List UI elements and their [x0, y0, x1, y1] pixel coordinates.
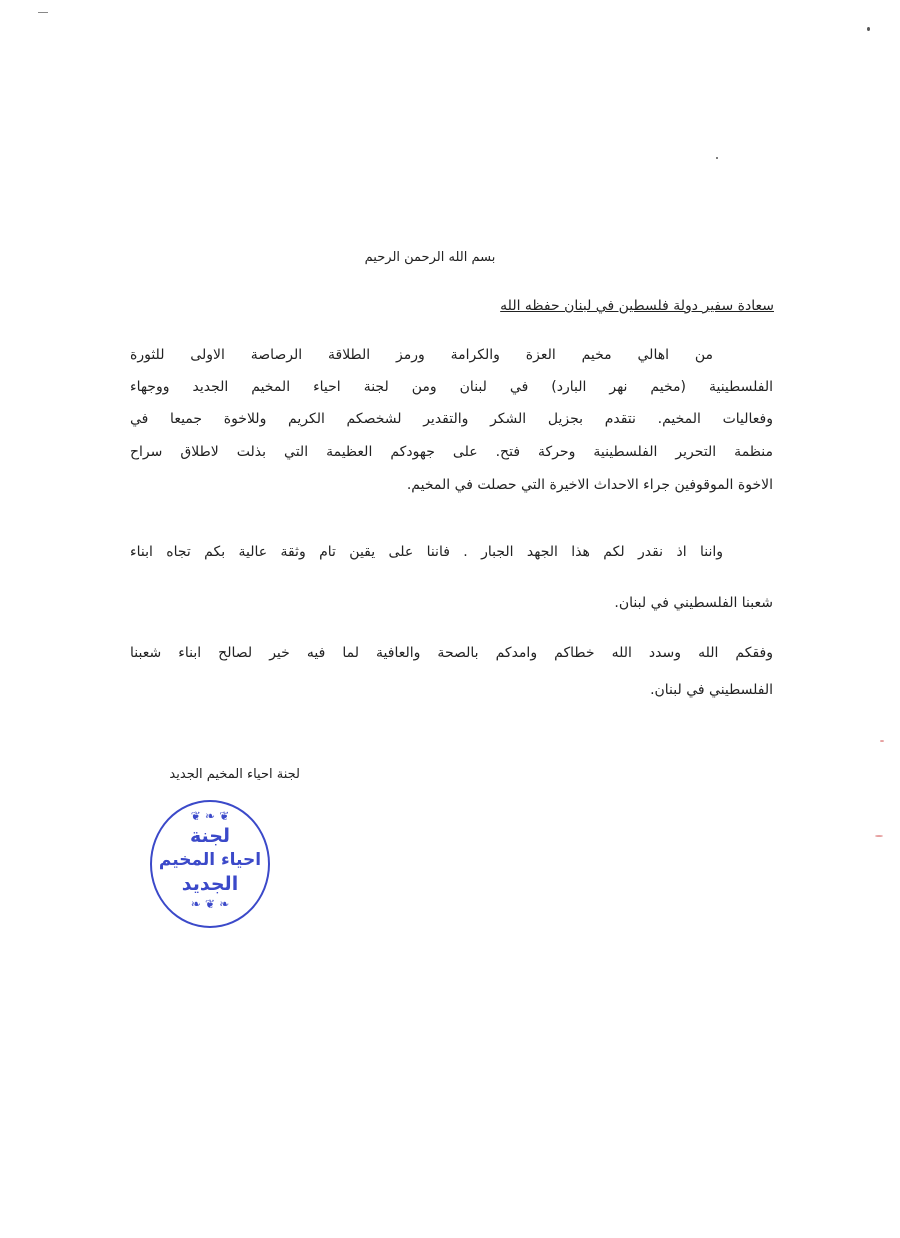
paragraph2-line: واننا اذ نقدر لكم هذا الجهد الجبار . فاننا على يقين تام وثقة عالية بكم تجاه ابناء: [130, 544, 723, 560]
paragraph1-line: من اهالي مخيم العزة والكرامة ورمز الطلاقة الرصاصة الاولى للثورة: [130, 347, 713, 363]
paragraph3-line: الفلسطيني في لبنان.: [650, 682, 773, 698]
scan-speck: [880, 740, 884, 742]
scan-mark: [38, 12, 48, 13]
paragraph1-line: منظمة التحرير الفلسطينية وحركة فتح. على جهودكم العظيمة التي بذلت لاطلاق سراح: [130, 444, 773, 460]
stamp-line: لجنة: [189, 825, 231, 847]
scan-speck: [867, 27, 870, 31]
stamp-line: احياء المخيم: [158, 850, 262, 870]
paragraph3-line: وفقكم الله وسدد الله خطاكم وامدكم بالصحة والعافية لما فيه خير لصالح ابناء شعبنا: [130, 645, 773, 661]
basmala: بسم الله الرحمن الرحيم: [364, 250, 496, 265]
recipient-heading: سعادة سفير دولة فلسطين في لبنان حفظه الله: [500, 298, 774, 314]
paragraph1-line: وفعاليات المخيم. نتقدم بجزيل الشكر والتقدير لشخصكم الكريم وللاخوة جميعا في: [130, 411, 773, 427]
stamp-ornament-icon: ❦ ❧ ❦: [190, 809, 230, 823]
paragraph2-line: شعبنا الفلسطيني في لبنان.: [614, 595, 773, 611]
stamp-line: الجديد: [181, 873, 239, 895]
scan-speck: [875, 835, 883, 837]
stamp-ornament-icon: ❧ ❦ ❧: [190, 897, 230, 911]
paragraph1-line: الاخوة الموقوفين جراء الاحداث الاخيرة التي حصلت في المخيم.: [406, 477, 773, 493]
scan-speck: [716, 157, 718, 159]
committee-stamp: [150, 800, 270, 928]
signature: لجنة احياء المخيم الجديد: [169, 767, 300, 782]
paragraph1-line: الفلسطينية (مخيم نهر البارد) في لبنان ومن لجنة احياء المخيم الجديد ووجهاء: [130, 379, 773, 395]
